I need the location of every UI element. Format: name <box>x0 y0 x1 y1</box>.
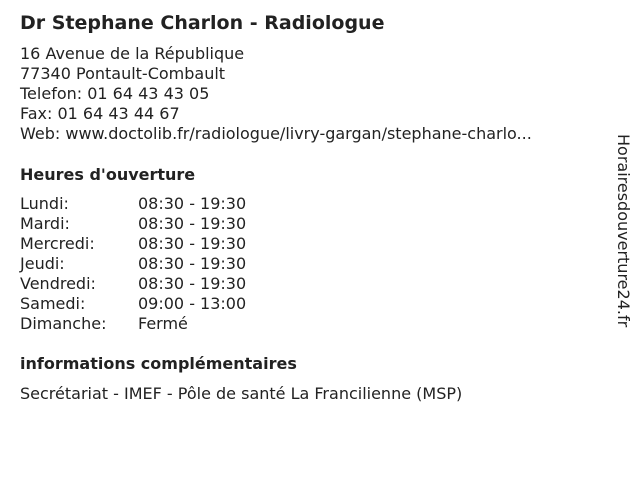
contact-block <box>20 44 532 144</box>
hours-row-monday <box>20 194 246 214</box>
website-link[interactable]: Web: www.doctolib.fr/radiologue/livry-gargan/stephane-charlo... <box>20 124 532 143</box>
hours-row-sunday <box>20 314 246 334</box>
fax-number: Fax: 01 64 43 44 67 <box>20 104 180 123</box>
time-value: 08:30 - 19:30 <box>138 234 247 253</box>
city-address: 77340 Pontault-Combault <box>20 64 226 83</box>
hours-row-saturday <box>20 294 246 314</box>
day-label: Samedi: <box>20 294 86 313</box>
hours-row-wednesday <box>20 234 246 254</box>
info-text: Secrétariat - IMEF - Pôle de santé La Francilienne (MSP) <box>20 384 463 403</box>
time-value: 08:30 - 19:30 <box>138 214 247 233</box>
time-value: 08:30 - 19:30 <box>138 274 247 293</box>
hours-row-friday <box>20 274 246 294</box>
day-label: Mardi: <box>20 214 70 233</box>
hours-row-thursday <box>20 254 246 274</box>
hours-row-tuesday <box>20 214 246 234</box>
day-label: Dimanche: <box>20 314 107 333</box>
time-value: 08:30 - 19:30 <box>138 254 247 273</box>
phone-number[interactable]: Telefon: 01 64 43 43 05 <box>20 84 210 103</box>
day-label: Mercredi: <box>20 234 95 253</box>
time-value: 09:00 - 13:00 <box>138 294 247 313</box>
day-label: Jeudi: <box>20 254 65 273</box>
day-label: Lundi: <box>20 194 69 213</box>
hours-heading: Heures d'ouverture <box>20 165 196 184</box>
site-watermark: Horairesdouverture24.fr <box>614 134 633 328</box>
time-value: 08:30 - 19:30 <box>138 194 247 213</box>
street-address: 16 Avenue de la République <box>20 44 245 63</box>
day-label: Vendredi: <box>20 274 96 293</box>
opening-hours-table <box>20 194 246 334</box>
info-heading: informations complémentaires <box>20 354 297 373</box>
page-title: Dr Stephane Charlon - Radiologue <box>20 12 385 34</box>
time-value: Fermé <box>138 314 188 333</box>
